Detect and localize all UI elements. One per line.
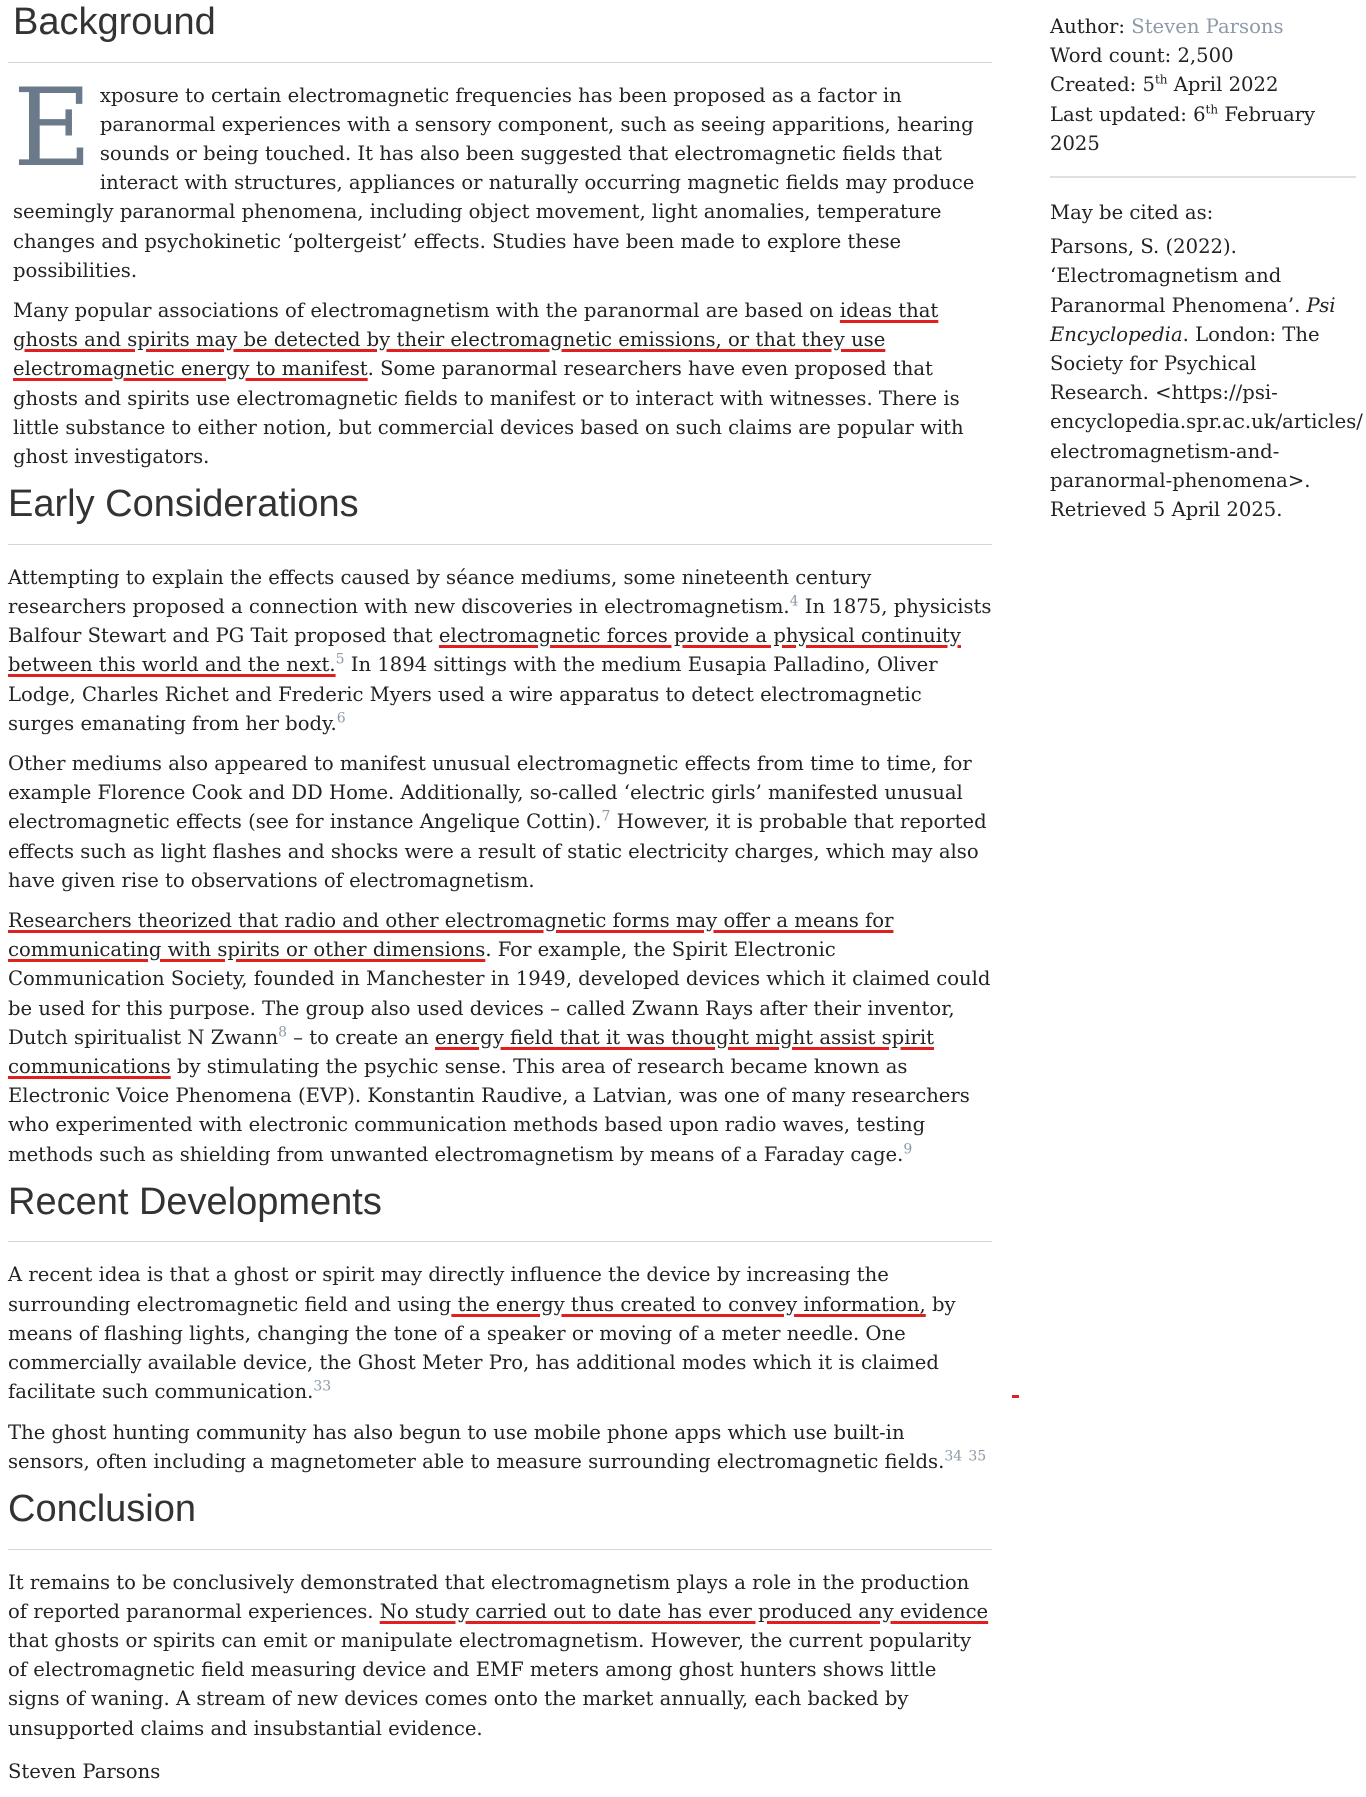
citation-text-a: Parsons, S. (2022). ‘Electromagnetism and Paranormal Phenomena’.: [1050, 235, 1307, 317]
background-p2-text-a: Many popular associations of electromagnetism with the paranormal are based on: [13, 299, 840, 323]
highlighted-text: ideas that ghosts and spirits may be detected by their electromagnetic emissions, or that they use electromagnetic energy to manifest: [13, 299, 939, 381]
reference-link-5[interactable]: 5: [335, 651, 345, 668]
recent-paragraph-2: [8, 1418, 992, 1476]
author-link[interactable]: Steven Parsons: [1131, 15, 1284, 38]
updated-date-ordinal: th: [1205, 102, 1219, 117]
background-paragraph-1: [8, 65, 983, 285]
red-mark: [1012, 1395, 1019, 1398]
reference-link-7[interactable]: 7: [601, 808, 611, 825]
section-heading-early-considerations: Early Considerations: [8, 482, 992, 545]
conclusion-p1-text-a: It remains to be conclusively demonstrated that electromagnetism plays a role in the production of reported paranormal experiences.: [8, 1570, 970, 1623]
early-p1-text-b: In 1875, physicists Balfour Stewart and PG Tait proposed that: [8, 595, 992, 648]
created-date-ordinal: th: [1154, 72, 1168, 87]
background-paragraph-2: [8, 296, 983, 471]
early-paragraph-1: [8, 563, 992, 738]
highlighted-text: No study carried out to date has ever produced any evidence: [379, 1599, 989, 1623]
conclusion-p1-text-b: that ghosts or spirits can emit or manipulate electromagnetism. However, the current popularity of electromagnetic field measuring device and EMF meters among ghost hunters shows little signs of waning. A stream of new devices comes onto the market annually, each backed by unsupported claims and insubstantial evidence.: [8, 1628, 972, 1740]
early-p1-text-a: Attempting to explain the effects caused by séance mediums, some nineteenth century researchers proposed a connection with new discoveries in electromagnetism.: [8, 565, 872, 619]
reference-link-35[interactable]: 35: [968, 1448, 987, 1465]
citation-text-b: . London: The Society for Psychical Research. <https://psi-encyclopedia.spr.ac.uk/articles/ electromagnetism-and-paranormal-phenomena>. Retrieved 5 April 2025.: [1050, 322, 1363, 522]
citation-label: May be cited as:: [1050, 201, 1214, 225]
early-paragraph-3: [8, 906, 992, 1169]
section-heading-conclusion: Conclusion: [8, 1487, 992, 1550]
author-signature: Steven Parsons: [8, 1759, 161, 1783]
updated-date-month: February 2025: [1050, 102, 1316, 155]
created-date-text: Created: 5: [1050, 73, 1155, 97]
early-p1-text-c: In 1894 sittings with the medium Eusapia Palladino, Oliver Lodge, Charles Richet and Frederic Myers used a wire apparatus to detect electromagnetic surges emanating from her body.: [8, 653, 938, 735]
highlighted-text: energy field that it was thought might assist spirit communications: [8, 1025, 934, 1079]
background-p1-text: xposure to certain electromagnetic frequencies has been proposed as a factor in paranormal experiences with a sensory component, such as seeing apparitions, hearing sounds or being touched. It has also been suggested that electromagnetic fields that interact with structures, appliances or naturally occurring magnetic fields may produce seemingly paranormal phenomena, including object movement, light anomalies, temperature changes and psychokinetic ‘poltergeist’ effects. Studies have been made to explore these possibilities.: [13, 83, 975, 282]
early-p3-text-b: – to create an: [287, 1025, 435, 1049]
reference-link-33[interactable]: 33: [313, 1378, 332, 1395]
recent-p2-text: The ghost hunting community has also begun to use mobile phone apps which use built-in sensors, often including a magnetometer able to measure surrounding electromagnetic fields.: [8, 1420, 945, 1473]
recent-p1-text-b: by means of flashing lights, changing the tone of a speaker or moving of a meter needle. One commercially available device, the Ghost Meter Pro, has additional modes which it is claimed facilitate such communication.: [8, 1292, 956, 1404]
early-p3-text-a: . For example, the Spirit Electronic Communication Society, founded in Manchester in 1949, developed devices which it claimed could be used for this purpose. The group also used devices – called Zwann Rays after their inventor, Dutch spiritualist N Zwann: [8, 938, 991, 1049]
reference-link-34[interactable]: 34: [944, 1448, 963, 1465]
reference-link-8[interactable]: 8: [278, 1024, 287, 1041]
early-p3-text-c: by stimulating the psychic sense. This area of research became known as Electronic Voice Phenomena (EVP). Konstantin Raudive, a Latvian, was one of many researchers who experimented with electronic communication methods based upon radio waves, testing methods such as shielding from unwanted electromagnetism by means of a Faraday cage.: [8, 1055, 970, 1166]
created-date: [1050, 70, 1356, 99]
citation-journal: Psi Encyclopedia: [1050, 293, 1336, 346]
drop-cap: E: [13, 65, 92, 191]
reference-link-4[interactable]: 4: [789, 593, 799, 610]
updated-date: [1050, 100, 1356, 158]
section-heading-background: Background: [8, 0, 992, 63]
highlighted-text: Researchers theorized that radio and other electromagnetic forms may offer a means for communicating with spirits or other dimensions: [8, 909, 894, 962]
recent-p1-text-a: A recent idea is that a ghost or spirit may directly influence the device by increasing the surrounding electromagnetic field and using: [8, 1263, 889, 1316]
article-main: [8, 0, 992, 1797]
word-count: Word count: 2,500: [1050, 44, 1234, 68]
reference-link-9[interactable]: 9: [903, 1141, 913, 1158]
created-date-month: April 2022: [1167, 73, 1279, 97]
author-label: Author:: [1050, 15, 1132, 38]
section-heading-recent-developments: Recent Developments: [8, 1180, 992, 1243]
highlighted-text: electromagnetic forces provide a physical continuity between this world and the next.: [8, 624, 962, 677]
highlighted-text: the energy thus created to convey information,: [451, 1292, 926, 1316]
early-p2-text-a: Other mediums also appeared to manifest unusual electromagnetic effects from time to time, for example Florence Cook and DD Home. Additionally, so-called ‘electric girls’ manifested unusual electromagnetic effects (see for instance Angelique Cottin).: [8, 752, 972, 834]
early-p2-text-b: However, it is probable that reported effects such as light flashes and shocks were a result of static electricity charges, which may also have given rise to observations of electromagnetism.: [8, 810, 987, 892]
conclusion-paragraph-1: [8, 1568, 992, 1743]
citation-text: [1050, 232, 1363, 524]
early-paragraph-2: [8, 749, 992, 895]
reference-link-6[interactable]: 6: [336, 710, 346, 727]
article-metadata: [1050, 12, 1356, 178]
author-line: [1050, 12, 1356, 41]
article-sidebar: [1050, 12, 1363, 524]
updated-date-text: Last updated: 6: [1050, 102, 1206, 126]
recent-paragraph-1: [8, 1260, 992, 1406]
background-p2-text-b: . Some paranormal researchers have even proposed that ghosts and spirits use electromagnetic fields to manifest or to interact with witnesses. There is little substance to either notion, but commercial devices based on such claims are popular with ghost investigators.: [13, 357, 964, 469]
